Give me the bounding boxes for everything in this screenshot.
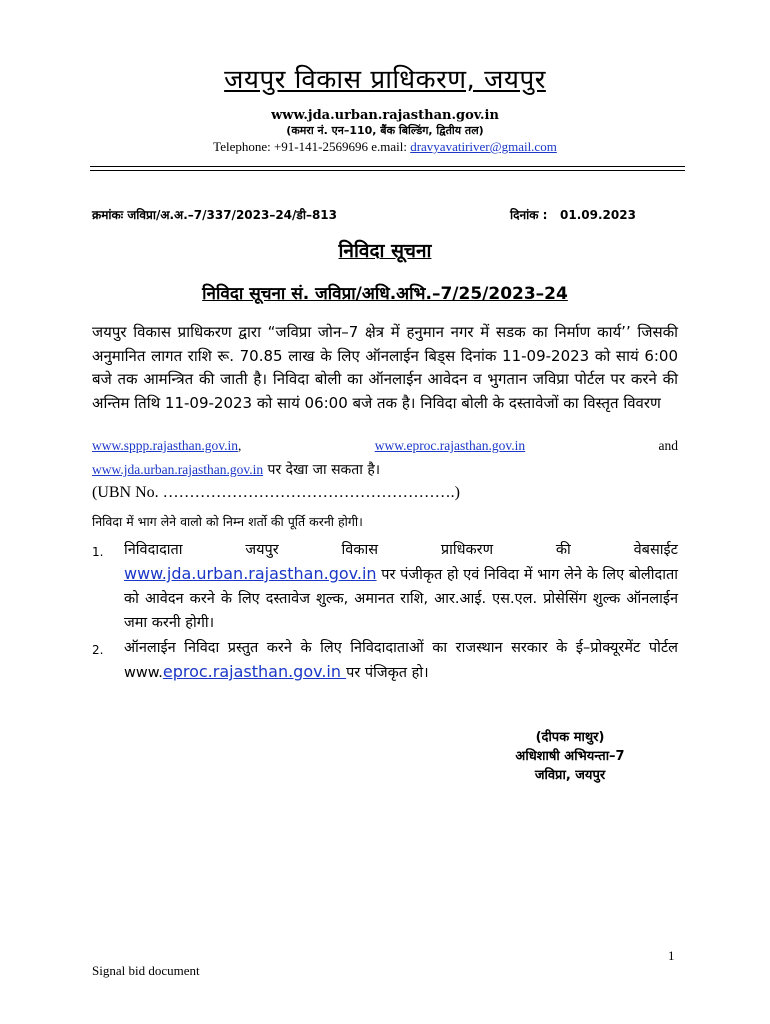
- notice-body: जयपुर विकास प्राधिकरण द्वारा “जविप्रा जोन–7 क्षेत्र में हनुमान नगर में सडक का निर्माण कार्य’’ जिसकी अनुमानित लागत राशि रू. 70.85 लाख के लिए ऑनलाईन बिड्स दिनांक 11-09-2023 को सायं 6:00 बजे तक आमन्त्रित की जाती है। निविदा बोली का ऑनलाईन आवेदन व भुगतान जविप्रा पोर्टल पर करने की अन्तिम तिथि 11-09-2023 को सायं 06:00 बजे तक है। निविदा बोली के दस्तावेजों का विस्तृत विवरण: [92, 323, 678, 412]
- header-website: www.jda.urban.rajasthan.gov.in: [271, 108, 499, 123]
- links-row: [92, 438, 678, 454]
- telephone-text: Telephone: +91-141-2569696 e.mail:: [213, 139, 411, 154]
- ubn-number: (UBN No. ……………………………………………….): [92, 484, 460, 501]
- condition-word: निविदादाता: [124, 542, 183, 558]
- footer-text: Signal bid document: [92, 963, 200, 978]
- conditions-intro: निविदा में भाग लेने वालो को निम्न शर्तो की पूर्ति करनी होगी।: [92, 514, 363, 529]
- comma-text: ,: [237, 438, 242, 453]
- reference-date: [510, 206, 636, 223]
- page-number: 1: [668, 948, 675, 963]
- header-divider-top: [90, 166, 685, 167]
- email-link[interactable]: dravyavatiriver@gmail.com: [410, 139, 557, 154]
- condition-word: विकास: [341, 542, 379, 558]
- jda-link-line: [92, 460, 380, 479]
- notice-title: निविदा सूचना: [338, 240, 432, 262]
- date-label: दिनांक :: [510, 208, 548, 222]
- condition-word: की: [555, 542, 571, 558]
- jda-link[interactable]: www.jda.urban.rajasthan.gov.in: [92, 462, 264, 477]
- condition-word: जयपुर: [245, 542, 279, 558]
- jda-link-suffix: पर देखा जा सकता है।: [263, 462, 381, 478]
- condition-text: पर पंजीकृत हो एवं निविदा में भाग लेने के लिए बोलीदाता को आवेदन करने के लिए दस्तावेज शुल्क, अमानत राशि, आर.आई. एस.एल. प्रोसेसिंग शुल्क ऑनलाईन जमा करनी होगी।: [124, 567, 678, 631]
- condition-word: प्राधिकरण: [440, 542, 494, 558]
- and-text: and: [658, 438, 678, 453]
- condition-text: पर पंजिकृत हो।: [346, 665, 429, 681]
- sppp-link[interactable]: www.sppp.rajasthan.gov.in: [92, 438, 238, 453]
- header-divider-bottom: [90, 170, 685, 171]
- notice-number: निविदा सूचना सं. जविप्रा/अधि.अभि.–7/25/2023–24: [202, 284, 568, 304]
- header-address: (कमरा नं. एन–110, बैंक बिल्डिंग, द्वितीय तल): [286, 124, 484, 137]
- condition-number: 1.: [92, 545, 104, 559]
- condition-item: [124, 636, 678, 685]
- condition-line: [124, 538, 678, 562]
- signatory-office: जविप्रा, जयपुर: [534, 768, 606, 783]
- reference-number: क्रमांकः जविप्रा/अ.अ.–7/337/2023–24/डी–813: [92, 208, 337, 222]
- jda-website-link[interactable]: www.jda.urban.rajasthan.gov.in: [124, 564, 377, 583]
- condition-word: वेबसाईट: [633, 542, 678, 558]
- signatory-name: (दीपक माथुर): [535, 730, 605, 745]
- header-contact: [0, 139, 770, 155]
- signature-block: [470, 728, 670, 785]
- eproc-link[interactable]: www.eproc.rajasthan.gov.in: [374, 438, 526, 453]
- condition-number: 2.: [92, 643, 104, 657]
- signatory-designation: अधिशाषी अभियन्ता–7: [515, 749, 625, 764]
- eproc-portal-link[interactable]: eproc.rajasthan.gov.in: [162, 662, 347, 681]
- page-title: जयपुर विकास प्राधिकरण, जयपुर: [224, 65, 546, 95]
- date-value: 01.09.2023: [560, 208, 636, 222]
- condition-item: [124, 538, 678, 635]
- condition-text: ऑनलाईन निविदा प्रस्तुत करने के लिए निविदादाताओं का राजस्थान सरकार के ई–प्रोक्यूरमेंट पोर्टल www.: [124, 640, 678, 681]
